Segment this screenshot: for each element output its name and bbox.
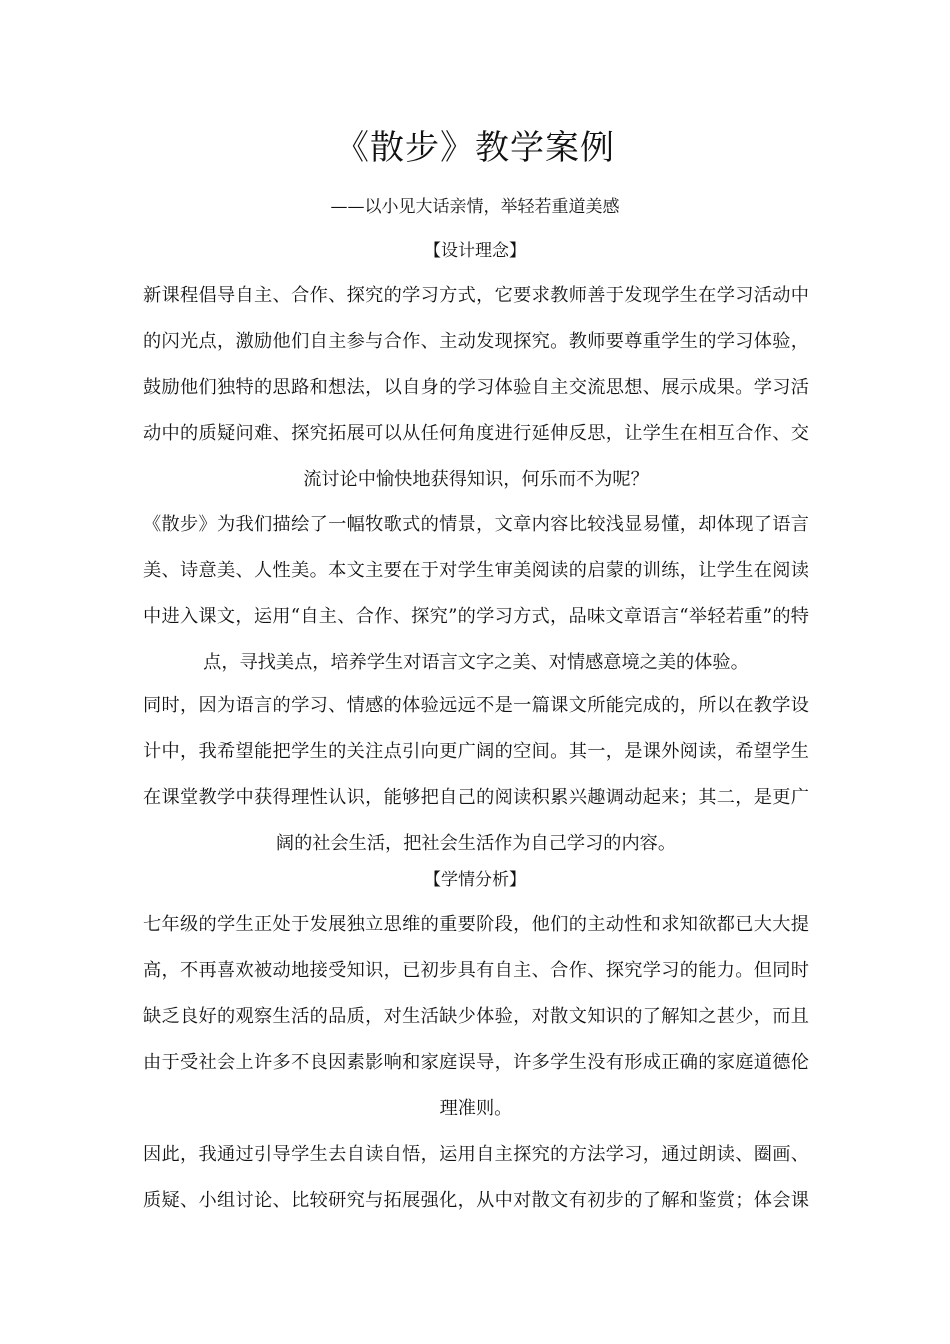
paragraph: 新课程倡导自主、合作、探究的学习方式，它要求教师善于发现学生在学习活动中的闪光点，激励他们自主参与合作、主动发现探究。教师要尊重学生的学习体验，鼓励他们独特的思路和想法，以自身的学习体验自主交流思想、展示成果。学习活动中的质疑问难、探究拓展可以从任何角度进行延伸反思，让学生在相互合作、交流讨论中愉快地获得知识，何乐而不为呢？ [143, 285, 809, 490]
paragraph: 因此，我通过引导学生去自读自悟，运用自主探究的方法学习，通过朗读、圈画、质疑、小组讨论、比较研究与拓展强化，从中对散文有初步的了解和鉴赏；体会课 [143, 1144, 809, 1211]
paragraph: 同时，因为语言的学习、情感的体验远远不是一篇课文所能完成的，所以在教学设计中，我希望能把学生的关注点引向更广阔的空间。其一，是课外阅读，希望学生在课堂教学中获得理性认识，能够把自己的阅读积累兴趣调动起来；其二，是更广阔的社会生活，把社会生活作为自己学习的内容。 [143, 695, 809, 854]
section-heading-student-analysis: 【学情分析】 [424, 870, 526, 890]
paragraph: 《散步》为我们描绘了一幅牧歌式的情景，文章内容比较浅显易懂，却体现了语言美、诗意美、人性美。本文主要在于对学生审美阅读的启蒙的训练，让学生在阅读中进入课文，运用“自主、合作、探究”的学习方式，品味文章语言“举轻若重”的特点，寻找美点，培养学生对语言文字之美、对情感意境之美的体验。 [143, 514, 809, 673]
section-heading-design-concept: 【设计理念】 [424, 241, 526, 261]
document-title: 《散步》教学案例 [335, 128, 615, 168]
paragraph: 七年级的学生正处于发展独立思维的重要阶段，他们的主动性和求知欲都已大大提高，不再喜欢被动地接受知识，已初步具有自主、合作、探究学习的能力。但同时缺乏良好的观察生活的品质，对生活缺少体验，对散文知识的了解知之甚少，而且由于受社会上许多不良因素影响和家庭误导，许多学生没有形成正确的家庭道德伦理准则。 [143, 914, 809, 1119]
document-subtitle: ——以小见大话亲情，举轻若重道美感 [330, 197, 620, 217]
